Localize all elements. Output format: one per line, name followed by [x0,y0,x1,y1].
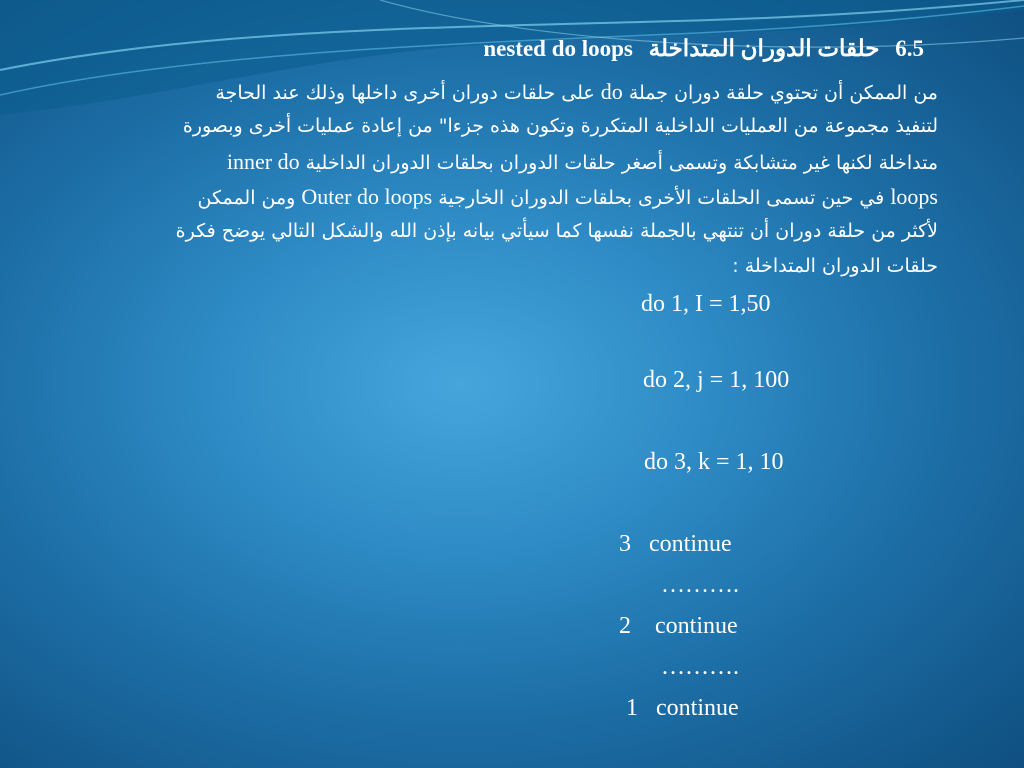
code-line-do3: do 3, k = 1, 10 [644,449,784,475]
code-line-continue-3: 3 continue [619,531,732,557]
paragraph-line-4: loops في حين تسمى الحلقات الأخرى بحلقات الدوران الخارجية Outer do loops ومن الممكن [197,184,938,209]
code-ellipsis-1: ………. [661,572,739,598]
code-line-continue-1: 1 continue [626,695,739,721]
paragraph-line-3: متداخلة لكنها غير متشابكة وتسمى أصغر حلقات الدوران بحلقات الدوران الداخلية inner do [226,149,938,174]
paragraph-line-2: لتنفيذ مجموعة من العمليات الداخلية المتكررة وتكون هذه جزءا" من إعادة عمليات أخرى وبصورة [182,115,938,137]
paragraph-line-1: من الممكن أن تحتوي حلقة دوران جملة do على حلقات دوران أخرى داخلها وذلك عند الحاجة [215,79,938,104]
slide-title [483,36,924,62]
code-line-continue-2: 2 continue [619,613,738,639]
title-english: nested do loops [483,36,633,61]
code-line-do1: do 1, I = 1,50 [641,291,771,317]
body-paragraph [60,74,938,284]
title-number: 6.5 [895,36,924,61]
code-line-do2: do 2, j = 1, 100 [643,367,790,393]
paragraph-line-6: حلقات الدوران المتداخلة : [732,255,938,277]
paragraph-line-5: لأكثر من حلقة دوران أن تنتهي بالجملة نفسها كما سيأتي بيانه بإذن الله والشكل التالي يوضح فكرة [175,220,938,242]
title-arabic: حلقات الدوران المتداخلة [648,36,880,61]
code-ellipsis-2: ………. [661,654,739,680]
